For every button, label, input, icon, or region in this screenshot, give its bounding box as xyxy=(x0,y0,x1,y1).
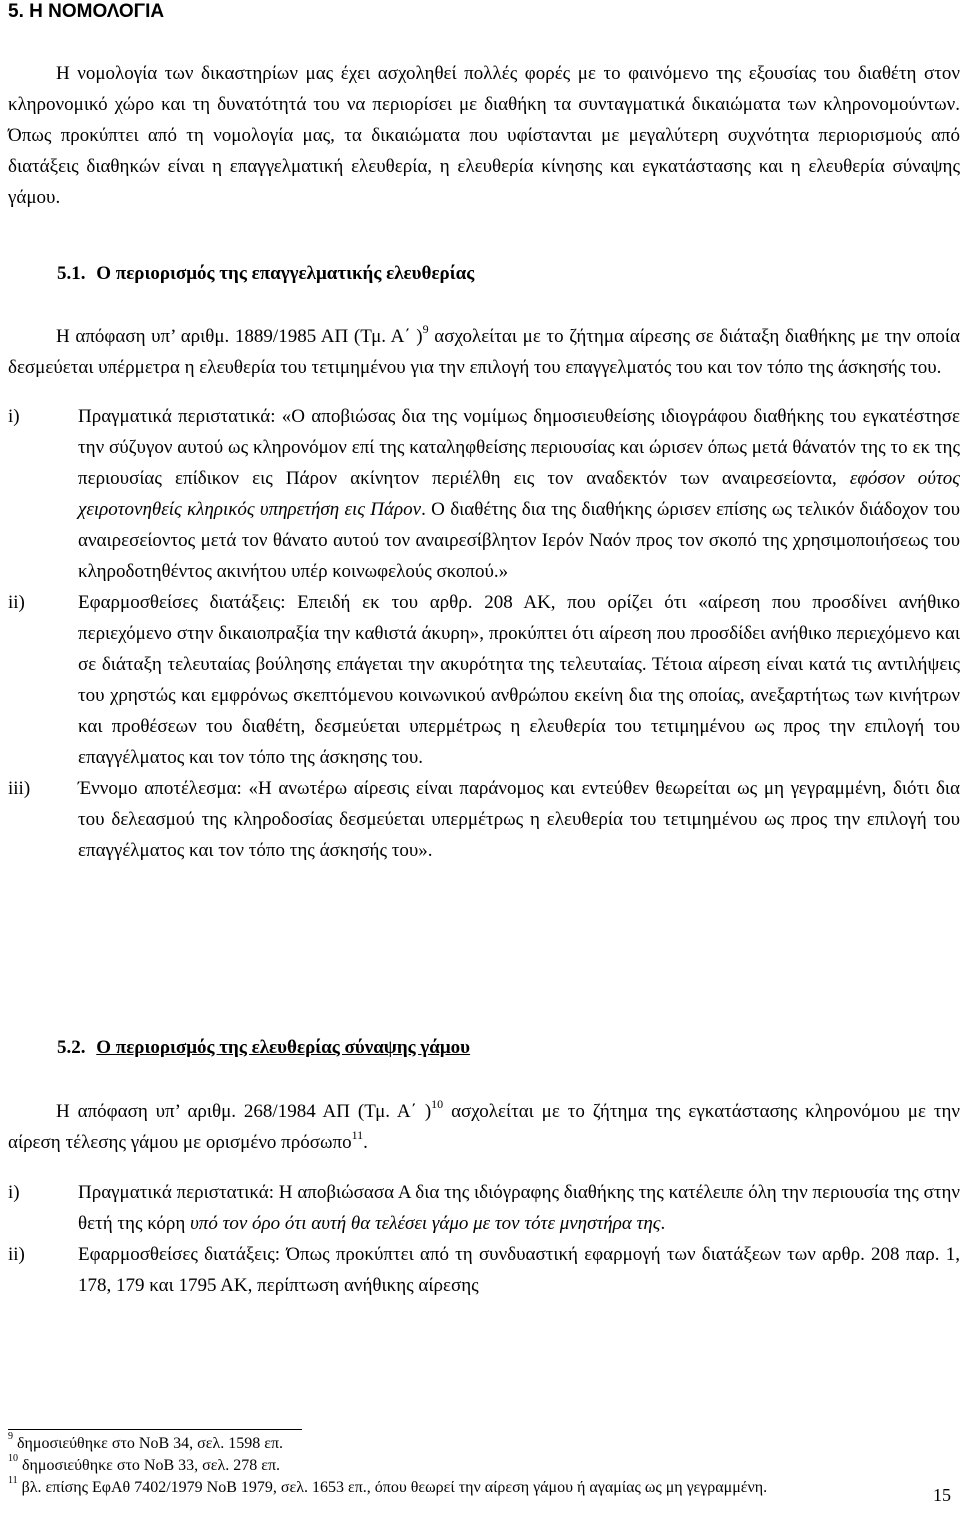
subsection-5-2-body xyxy=(8,1096,960,1301)
footnote-ref: 10 xyxy=(431,1096,444,1111)
list-item xyxy=(8,1177,960,1239)
list-item-text: Εφαρμοσθείσες διατάξεις: Όπως προκύπτει από τη συνδυαστική εφαρμογή των διατάξεων των αρθρ. 208 παρ. 1, 178, 179 και 1795 ΑΚ, περίπτωση ανήθικης αίρεσης xyxy=(78,1244,960,1296)
list-item-italic-text: εφόσον ούτος χειροτονηθείς κληρικός υπηρετήση εις Πάρον xyxy=(78,468,960,520)
subsection-number: 5.2. xyxy=(57,1037,86,1058)
list-item-text xyxy=(78,1177,960,1239)
footnote xyxy=(8,1474,948,1499)
list-item xyxy=(8,773,960,866)
footnote-text: δημοσιεύθηκε στο ΝοΒ 34, σελ. 1598 επ. xyxy=(13,1435,284,1452)
case-analysis-list xyxy=(8,401,960,866)
footnote xyxy=(8,1430,948,1455)
list-item-text: Έννομο αποτέλεσμα: «Η ανωτέρω αίρεσις είναι παράνομος και εντεύθεν θεωρείται ως μη γεγραμμένη, διότι δια του δελεασμού της κληροδοσίας δεσμεύεται υπερμέτρως η ελευθερία του τετιμημένου ως προς την επιλογή του επαγγέλματος και τον τόπο της άσκησής του». xyxy=(78,778,960,861)
footnote-ref: 11 xyxy=(351,1127,364,1142)
footnote-number: 10 xyxy=(8,1452,18,1464)
subsection-title: Ο περιορισμός της επαγγελματικής ελευθερίας xyxy=(96,263,475,284)
footnotes xyxy=(8,1430,948,1499)
list-item-text xyxy=(78,401,960,587)
subsection-5-1-body xyxy=(8,321,960,866)
list-item-text-part: Πραγματικά περιστατικά: «Ο αποβιώσας δια της νομίμως δημοσιευθείσης ιδιογράφου διαθήκης του εγκατέστησε την σύζυγον αυτού ως κληρονόμον επί της καταληφθείσης περιουσίας και ώρισεν όπως μετά θάνατόν της το εκ της περιουσίας επίδικον εις Πάρον ακίνητον περιέλθη εις τον αναδεκτόν των αναιρεσείοντα, xyxy=(78,406,960,489)
page-number: 15 xyxy=(933,1485,951,1505)
list-item-text-part: . Ο διαθέτης δια της διαθήκης ώρισεν επίσης ως τελικόν διάδοχον του αναιρεσείοντος μετά τον θάνατο αυτού τον αναιρεσίβλητον Ιερόν Ναόν προς τον σκοπό της χρησιμοποιήσεως του κληροδοτηθέντος ακινήτου υπέρ κοινωφελούς σκοπού.» xyxy=(78,499,960,582)
list-item-label: ii) xyxy=(8,1244,25,1265)
subsection-number: 5.1. xyxy=(57,263,86,284)
footnote-separator xyxy=(8,1429,302,1430)
case-analysis-list xyxy=(8,1177,960,1301)
list-item-text: Εφαρμοσθείσες διατάξεις: Επειδή εκ του αρθρ. 208 ΑΚ, που ορίζει ότι «αίρεση που προσδίνει ανήθικο περιεχόμενο στην δικαιοπραξία την καθιστά άκυρη», προκύπτει ότι αίρεση που προσδίδει ανήθικο περιεχόμενο και σε διάταξη τελευταίας βούλησης επάγεται την ακυρότητα της τελευταίας. Τέτοια αίρεση είναι κατά τις αντιλήψεις του χρηστώς και εμφρόνως σκεπτόμενου κοινωνικού ανθρώπου εκείνη δια της οποίας, ανεξαρτήτως των κινήτρων και προθέσεων του διαθέτη, δεσμεύεται υπερμέτρως η ελευθερία του τετιμημένου ως προς την επιλογή του επαγγέλματος και τον τόπο της άσκησης του. xyxy=(78,592,960,768)
intro-paragraph: Η νομολογία των δικαστηρίων μας έχει ασχοληθεί πολλές φορές με το φαινόμενο της εξουσίας του διαθέτη στον κληρονομικό χώρο και τη δυνατότητά του να περιορίσει με διαθήκη τα συνταγματικά δικαιώματα των κληρονομούντων. Όπως προκύπτει από τη νομολογία μας, τα δικαιώματα που υφίστανται με μεγαλύτερη συχνότητα περιορισμούς από διατάξεις διαθηκών είναι η επαγγελματική ελευθερία, η ελευθερία κίνησης και εγκατάστασης και η ελευθερία σύναψης γάμου. xyxy=(8,63,960,208)
list-item xyxy=(8,1239,960,1301)
decision-text-start: Η απόφαση υπ’ αριθμ. 1889/1985 ΑΠ (Τμ. Α΄ ) xyxy=(56,326,423,347)
decision-text-end: . xyxy=(363,1132,368,1153)
footnote-text: δημοσιεύθηκε στο ΝοΒ 33, σελ. 278 επ. xyxy=(18,1457,281,1474)
subsection-heading-5-2 xyxy=(57,1032,470,1063)
list-item-text-part: Πραγματικά περιστατικά: Η αποβιώσασα Α δια της ιδιόγραφης διαθήκης της κατέλειπε όλη την περιουσία της στην θετή της κόρη xyxy=(78,1182,960,1234)
list-item xyxy=(8,587,960,773)
subsection-title: Ο περιορισμός της ελευθερίας σύναψης γάμου xyxy=(96,1037,471,1058)
footnote xyxy=(8,1452,948,1477)
footnote-ref: 9 xyxy=(422,321,429,336)
footnote-text: βλ. επίσης ΕφΑθ 7402/1979 ΝοΒ 1979, σελ. 1653 επ., όπου θεωρεί την αίρεση γάμου ή αγαμίας ως μη γεγραμμένη. xyxy=(17,1479,768,1496)
decision-text-mid: ασχολείται με το ζήτημα της εγκατάστασης κληρονόμου με την αίρεση τέλεσης γάμου με ορισμένο πρόσωπο xyxy=(8,1101,960,1153)
list-item-label: iii) xyxy=(8,778,31,799)
decision-paragraph xyxy=(8,321,960,383)
list-item-label: i) xyxy=(8,406,20,427)
decision-text-end: ασχολείται με το ζήτημα αίρεσης σε διάταξη διαθήκης με την οποία δεσμεύεται υπέρμετρα η ελευθερία του τετιμημένου για την επιλογή του επαγγελματός του και τον τόπο της άσκησής του. xyxy=(8,326,960,378)
decision-paragraph xyxy=(8,1096,960,1158)
list-item-text-part: . xyxy=(660,1213,666,1234)
section-heading: 5. Η ΝΟΜΟΛΟΓΙΑ xyxy=(8,1,165,22)
list-item-italic-text: υπό τον όρο ότι αυτή θα τελέσει γάμο με τον τότε μνηστήρα της xyxy=(190,1213,661,1234)
footnote-number: 9 xyxy=(8,1430,13,1442)
list-item-label: ii) xyxy=(8,592,25,613)
decision-text-start: Η απόφαση υπ’ αριθμ. 268/1984 ΑΠ (Τμ. Α΄ ) xyxy=(56,1101,432,1122)
subsection-heading-5-1 xyxy=(57,258,474,289)
intro-paragraph-block xyxy=(8,58,960,213)
footnote-number: 11 xyxy=(8,1474,18,1486)
list-item xyxy=(8,401,960,587)
list-item-label: i) xyxy=(8,1182,20,1203)
